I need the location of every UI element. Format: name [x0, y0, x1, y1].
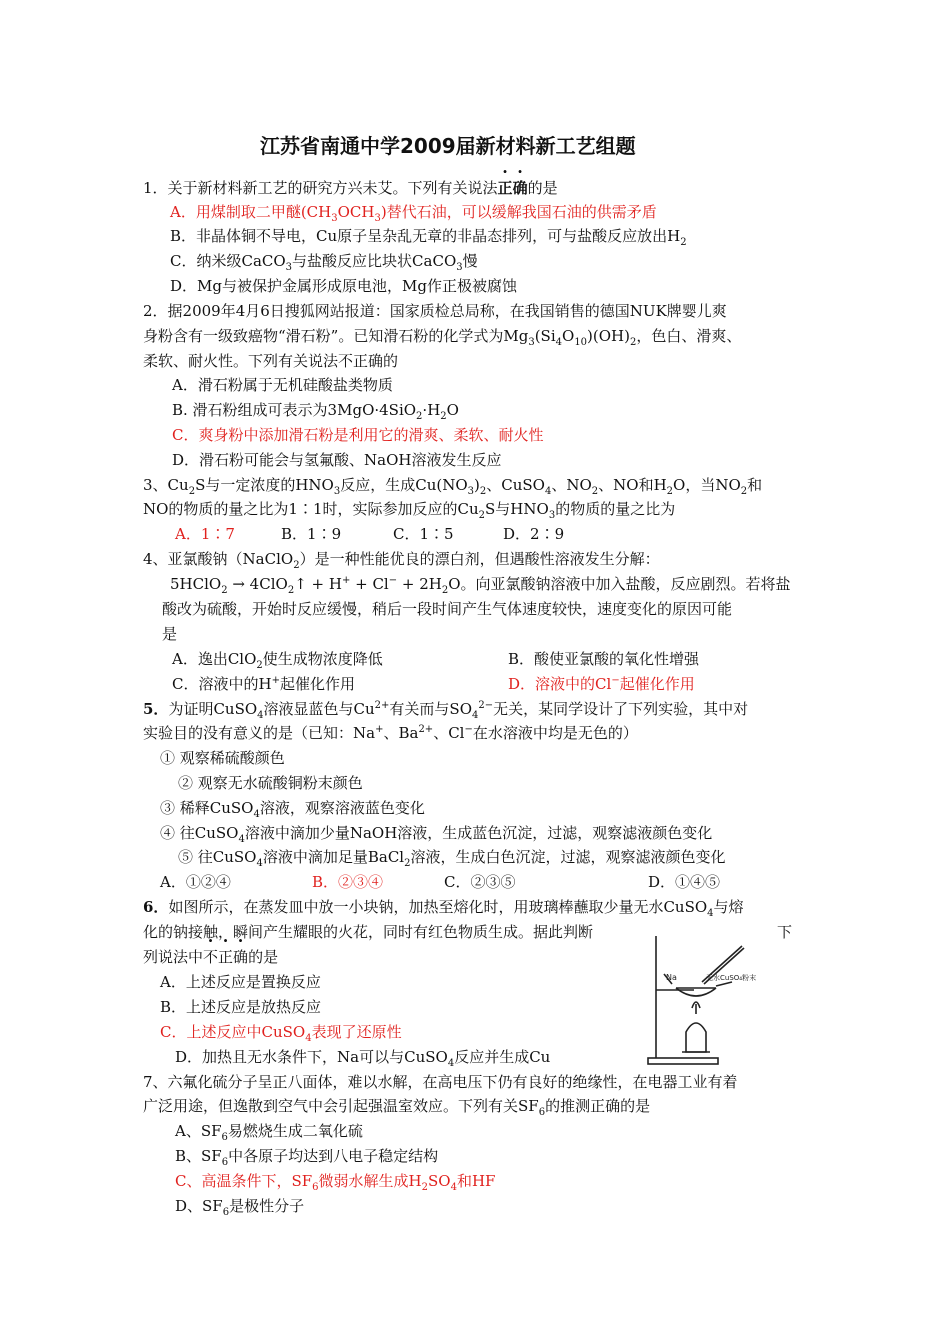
q7-option-b: B、$SF_6$中各原子均达到八电子稳定结构 [175, 1147, 439, 1168]
q5-item-5: ⑤ 往CuSO$_4$溶液中滴加足量BaCl$_2$溶液，生成白色沉淀，过滤，观察滤液颜色变化 [178, 848, 726, 869]
q1-stem: 1．关于新材料新工艺的研究方兴未艾。下列有关说法正确的是 [143, 179, 558, 197]
q6-stem-line2: 化的钠接触，瞬间产生耀眼的火花，同时有红色物质生成。据此判断 [143, 923, 594, 941]
q2-stem-line1: 2．据2009年4月6日搜狐网站报道：国家质检总局称，在我国销售的德国NUK牌婴儿爽 [143, 302, 727, 320]
q1-option-b: B．非晶体铜不导电，Cu原子呈杂乱无章的非晶态排列，可与盐酸反应放出$H_2$ [170, 227, 687, 248]
label-cuso4: 无水CuSO₄粉末 [706, 974, 757, 982]
q5-item-3: ③ 稀释CuSO$_4$溶液，观察溶液蓝色变化 [160, 799, 425, 820]
alcohol-lamp [686, 1023, 706, 1052]
q6-stem-line3: 列说法中不正确的是 [143, 948, 279, 966]
q4-stem-line3: 酸改为硫酸，开始时反应缓慢，稍后一段时间产生气体速度较快，速度变化的原因可能 [162, 600, 733, 618]
q2-option-d: D．滑石粉可能会与氢氟酸、NaOH溶液发生反应 [172, 451, 502, 469]
q4-stem-line4: 是 [162, 625, 178, 643]
apparatus-figure [646, 924, 778, 1070]
label-na: Na [666, 973, 677, 982]
q7-stem-line2: 广泛用途，但逸散到空气中会引起强温室效应。下列有关$SF_6$的推测正确的是 [143, 1097, 651, 1118]
q6-stem-line1: 6．如图所示，在蒸发皿中放一小块钠，加热至熔化时，用玻璃棒蘸取少量无水CuSO$_4$与熔 [143, 898, 744, 919]
q2-stem-line3: 柔软、耐火性。下列有关说法不正确的 [143, 352, 399, 370]
q3-stem-line2: NO的物质的量之比为1∶1时，实际参加反应的$Cu_2S$与$HNO_3$的物质的量之比为 [143, 500, 676, 521]
q4-stem-line1: 4、亚氯酸钠（NaClO$_2$）是一种性能优良的漂白剂，但遇酸性溶液发生分解： [143, 550, 660, 571]
q2-option-a: A．滑石粉属于无机硅酸盐类物质 [172, 376, 393, 394]
q3-option-d: D．2∶9 [503, 525, 565, 543]
q4-option-d: D．溶液中的Cl−起催化作用 [508, 675, 695, 693]
q5-option-b: B．②③④ [312, 873, 384, 891]
q2-stem-line2: 身粉含有一级致癌物“滑石粉”。已知滑石粉的化学式为$Mg_3(Si_4O_{10})(OH)_2$，色白、滑爽、 [143, 327, 742, 348]
q7-stem-line1: 7、六氟化硫分子呈正八面体，难以水解，在高电压下仍有良好的绝缘性，在电器工业有着 [143, 1073, 738, 1091]
q4-option-c: C．溶液中的H+起催化作用 [172, 675, 355, 693]
q7-option-d: D、$SF_6$是极性分子 [175, 1197, 305, 1218]
q3-option-a: A．1∶7 [175, 525, 235, 543]
q6-option-a: A．上述反应是置换反应 [160, 973, 321, 991]
page-title: 江苏省南通中学2009届新材料新工艺组题 [260, 134, 636, 158]
q3-option-b: B．1∶9 [281, 525, 342, 543]
q4-stem-line2: 5HClO$_2$ → 4ClO$_2$↑ + $H^+ + Cl^- + 2H_2O$。向亚氯酸钠溶液中加入盐酸，反应剧烈。若将盐 [170, 575, 791, 596]
q4-option-a: A．逸出ClO$_2$使生成物浓度降低 [172, 650, 383, 671]
stand-base [648, 1058, 718, 1064]
q7-option-c: C、高温条件下，$SF_6$微弱水解生成$H_2SO_4$和HF [175, 1172, 496, 1193]
q1-option-c: C．纳米级CaCO$_3$与盐酸反应比块状CaCO$_3$慢 [170, 252, 478, 273]
q5-item-4: ④ 往CuSO$_4$溶液中滴加少量NaOH溶液，生成蓝色沉淀，过滤，观察滤液颜色变化 [160, 824, 713, 845]
q5-item-1: ① 观察稀硫酸颜色 [160, 749, 285, 767]
q5-option-d: D．①④⑤ [648, 873, 721, 891]
q6-option-c: C．上述反应中CuSO$_4$表现了还原性 [160, 1023, 402, 1044]
q6-stem-line2-end: 下 [777, 923, 793, 941]
q7-option-a: A、$SF_6$易燃烧生成二氧化硫 [175, 1122, 363, 1143]
q5-option-a: A．①②④ [160, 873, 231, 891]
q4-option-b: B．酸使亚氯酸的氧化性增强 [508, 650, 700, 668]
q3-stem-line1: 3、$Cu_2S$与一定浓度的$HNO_3$反应，生成$Cu(NO_3)_2$、CuSO$_4$、$NO_2$、NO和$H_2O$，当$NO_2$和 [143, 476, 763, 497]
q1-option-d: D．Mg与被保护金属形成原电池，Mg作正极被腐蚀 [170, 277, 517, 295]
q5-option-c: C．②③⑤ [444, 873, 516, 891]
q6-option-b: B．上述反应是放热反应 [160, 998, 322, 1016]
q3-option-c: C．1∶5 [393, 525, 454, 543]
q5-stem-line1: 5．为证明CuSO$_4$溶液显蓝色与$Cu^{2+}$有关而与$SO_4^{2-}$无关，某同学设计了下列实验，其中对 [143, 700, 749, 721]
q6-option-d: D．加热且无水条件下，Na可以与CuSO$_4$反应并生成Cu [175, 1048, 551, 1069]
q1-option-a: A．用煤制取二甲醚$(CH_3OCH_3)$替代石油，可以缓解我国石油的供需矛盾 [170, 203, 657, 224]
q5-item-2: ② 观察无水硫酸铜粉末颜色 [178, 774, 363, 792]
q2-option-c: C．爽身粉中添加滑石粉是利用它的滑爽、柔软、耐火性 [172, 426, 544, 444]
q2-option-b: B. 滑石粉组成可表示为$3MgO\cdot 4SiO_2\cdot H_2O$ [172, 401, 459, 422]
q5-stem-line2: 实验目的没有意义的是（已知：Na+、$Ba^{2+}$、Cl−在水溶液中均是无色的） [143, 724, 638, 742]
